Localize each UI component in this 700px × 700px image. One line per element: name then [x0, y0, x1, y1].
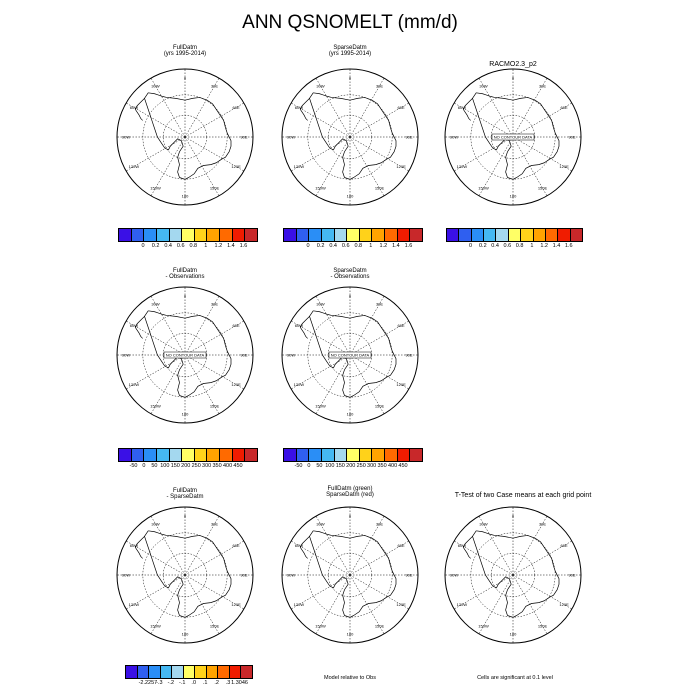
panel-title-line: FullDatm	[172, 45, 197, 51]
lon-label-150w: 150W	[315, 185, 326, 191]
lon-label-60w: 60W	[129, 323, 139, 328]
lon-label-30e: 30E	[375, 521, 384, 527]
lon-label-150w: 150W	[150, 185, 161, 191]
colorbar-tick-label: 1.2	[214, 243, 223, 249]
colorbar-swatch	[534, 229, 546, 241]
colorbar-box	[125, 665, 253, 679]
lon-label-30e: 30E	[538, 83, 547, 89]
lon-label-60e: 60E	[397, 543, 405, 548]
lon-label-180: 180	[181, 411, 189, 417]
colorbar-swatch	[284, 229, 297, 241]
lon-label-30w: 30W	[479, 521, 488, 527]
lon-label-150w: 150W	[315, 623, 326, 629]
lon-label-30w: 30W	[151, 301, 160, 307]
colorbar-tick-label: 0.6	[176, 243, 185, 249]
lon-label-90e: 90E	[405, 572, 413, 578]
colorbar-swatch	[149, 666, 161, 678]
colorbar-swatch	[220, 449, 233, 461]
polar-map	[110, 500, 260, 650]
coastline	[310, 531, 396, 617]
lon-label-150e: 150E	[209, 623, 220, 629]
colorbar-swatch	[335, 229, 348, 241]
colorbar-swatch	[182, 449, 195, 461]
colorbar-swatch	[245, 449, 257, 461]
lon-label-180: 180	[181, 193, 189, 199]
no-contour-label: NO CONTOUR DATA	[493, 134, 533, 140]
lon-label-60e: 60E	[397, 323, 405, 328]
lon-label-30w: 30W	[316, 83, 325, 89]
colorbar-swatch	[218, 666, 230, 678]
lon-label-90e: 90E	[568, 134, 576, 140]
colorbar-swatch	[571, 229, 582, 241]
colorbar-swatch	[233, 449, 246, 461]
colorbar-swatch	[410, 449, 422, 461]
polar-map	[438, 62, 588, 212]
lon-label-30e: 30E	[210, 521, 219, 527]
colorbar-swatch	[347, 449, 360, 461]
colorbar-box	[283, 228, 423, 242]
lon-label-60e: 60E	[560, 105, 568, 110]
panel-title	[255, 268, 445, 280]
lon-label-30e: 30E	[210, 83, 219, 89]
colorbar-swatch	[172, 666, 184, 678]
lon-label-90w: 90W	[121, 572, 131, 578]
lon-label-120e: 120E	[231, 382, 241, 387]
colorbar-swatch	[207, 666, 219, 678]
lon-label-30w: 30W	[316, 521, 325, 527]
colorbar-swatch	[207, 449, 220, 461]
panel-title	[90, 268, 280, 280]
colorbar-tick-label: .2	[214, 680, 219, 686]
colorbar-tick-label: 250	[191, 463, 201, 469]
lon-label-30e: 30E	[375, 83, 384, 89]
colorbar-swatch	[157, 229, 170, 241]
lon-label-60w: 60W	[294, 543, 304, 548]
lon-label-150e: 150E	[209, 403, 220, 409]
colorbar-full-minus-sparse	[125, 665, 251, 686]
lon-label-180: 180	[346, 411, 354, 417]
lon-label-0: 0	[183, 75, 187, 81]
colorbar-fulldatm	[118, 228, 256, 249]
lon-label-180: 180	[346, 193, 354, 199]
colorbar-tick-label: 0.2	[316, 243, 325, 249]
lon-label-120e: 120E	[396, 164, 406, 169]
lon-label-120e: 120E	[396, 602, 406, 607]
colorbar-tick-label: 0	[142, 463, 146, 469]
colorbar-swatch	[322, 229, 335, 241]
colorbar-tick-label: 1	[530, 243, 534, 249]
colorbar-swatch	[322, 449, 335, 461]
colorbar-box	[118, 228, 258, 242]
lon-label-30w: 30W	[151, 521, 160, 527]
colorbar-tick-label: 0.6	[341, 243, 350, 249]
colorbar-tick-label: -2.2257	[138, 680, 158, 686]
colorbar-tick-label: 1.6	[564, 243, 573, 249]
lon-label-90e: 90E	[240, 352, 248, 358]
coastline	[145, 93, 231, 179]
page-title: ANN QSNOMELT (mm/d)	[242, 12, 458, 33]
panel-title-line: SparseDatm	[333, 268, 367, 274]
colorbar-tick-label: 450	[233, 463, 243, 469]
colorbar-full-minus-obs	[118, 448, 256, 469]
lon-label-120w: 120W	[128, 382, 140, 387]
lon-label-0: 0	[511, 75, 515, 81]
panel-title-line: SparseDatm	[333, 45, 367, 51]
colorbar-tick-label: 1.4	[227, 243, 235, 249]
panel-title-line: - Observations	[330, 274, 370, 280]
panel-title-line: FullDatm (green)	[327, 486, 373, 492]
panel-title-line: SparseDatm (red)	[326, 492, 374, 498]
lon-label-0: 0	[348, 513, 352, 519]
lon-label-90e: 90E	[240, 572, 248, 578]
colorbar-tick-label: 1.4	[392, 243, 400, 249]
colorbar-sparsedatm	[283, 228, 421, 249]
lon-label-90w: 90W	[286, 352, 296, 358]
colorbar-swatch	[472, 229, 484, 241]
panel-title-line: (yrs 1995-2014)	[163, 51, 207, 57]
lon-label-90w: 90W	[121, 352, 131, 358]
colorbar-swatch	[297, 229, 310, 241]
lon-label-90w: 90W	[286, 134, 296, 140]
colorbar-swatch	[521, 229, 533, 241]
lon-label-150e: 150E	[209, 185, 220, 191]
lon-label-90e: 90E	[405, 134, 413, 140]
colorbar-swatch	[161, 666, 173, 678]
colorbar-swatch	[284, 449, 297, 461]
colorbar-box	[446, 228, 583, 242]
colorbar-tick-label: 300	[367, 463, 377, 469]
coastline	[310, 93, 396, 179]
colorbar-tick-label: 0.4	[491, 243, 499, 249]
lon-label-60e: 60E	[560, 543, 568, 548]
panel-title-line: RACMO2.3_p2	[489, 61, 537, 68]
lon-label-150w: 150W	[150, 623, 161, 629]
colorbar-tick-label: 0.8	[189, 243, 198, 249]
lon-label-180: 180	[509, 193, 517, 199]
panel-title-line: - Observations	[165, 274, 205, 280]
colorbar-tick-label: 1	[204, 243, 208, 249]
colorbar-swatch	[372, 229, 385, 241]
lon-label-60e: 60E	[232, 105, 240, 110]
panel-title	[428, 493, 618, 499]
lon-label-60e: 60E	[397, 105, 405, 110]
panel-title	[90, 45, 280, 57]
lon-label-60e: 60E	[232, 543, 240, 548]
colorbar-swatch	[138, 666, 150, 678]
colorbar-tick-label: 1.2	[379, 243, 388, 249]
no-contour-label: NO CONTOUR DATA	[165, 352, 205, 358]
no-contour-label: NO CONTOUR DATA	[330, 352, 370, 358]
colorbar-swatch	[496, 229, 508, 241]
colorbar-tick-label: 350	[212, 463, 222, 469]
colorbar-tick-label: 350	[377, 463, 387, 469]
panel-title	[90, 488, 280, 500]
polar-map	[438, 500, 588, 650]
colorbar-box	[283, 448, 423, 462]
colorbar-tick-label: 50	[316, 463, 323, 469]
colorbar-swatch	[546, 229, 558, 241]
lon-label-30e: 30E	[538, 521, 547, 527]
panel-title-line: (yrs 1995-2014)	[328, 51, 372, 57]
model-relative-note: Model relative to Obs	[324, 675, 376, 681]
lon-label-120w: 120W	[128, 164, 140, 169]
colorbar-swatch	[132, 229, 145, 241]
lon-label-30w: 30W	[316, 301, 325, 307]
colorbar-tick-label: 1.2	[540, 243, 548, 249]
panel-title	[255, 45, 445, 57]
panel-title-line: T-Test of two Case means at each grid point	[454, 492, 592, 499]
colorbar-tick-label: 0.8	[515, 243, 524, 249]
colorbar-tick-label: 450	[398, 463, 408, 469]
colorbar-tick-label: 0.4	[164, 243, 172, 249]
lon-label-150w: 150W	[478, 623, 489, 629]
colorbar-swatch	[309, 229, 322, 241]
lon-label-150e: 150E	[374, 403, 385, 409]
colorbar-tick-label: .0	[191, 680, 197, 686]
colorbar-tick-label: 150	[170, 463, 180, 469]
lon-label-90e: 90E	[568, 572, 576, 578]
lon-label-180: 180	[181, 631, 189, 637]
colorbar-tick-label: 1.4	[552, 243, 561, 249]
lon-label-180: 180	[346, 631, 354, 637]
polar-map	[110, 62, 260, 212]
colorbar-swatch	[132, 449, 145, 461]
panel-title-line: FullDatm	[172, 488, 197, 494]
panel-title-line: FullDatm	[172, 268, 197, 274]
lon-label-30e: 30E	[210, 301, 219, 307]
colorbar-swatch	[233, 229, 246, 241]
colorbar-tick-label: 1.3046	[231, 680, 248, 686]
colorbar-swatch	[126, 666, 138, 678]
colorbar-swatch	[144, 229, 157, 241]
colorbar-swatch	[410, 229, 422, 241]
colorbar-tick-label: 150	[335, 463, 345, 469]
colorbar-tick-label: -50	[294, 463, 303, 469]
lon-label-60w: 60W	[294, 323, 304, 328]
colorbar-tick-label: -.2	[167, 680, 175, 686]
colorbar-tick-label: -.3	[156, 680, 163, 686]
colorbar-sparse-minus-obs	[283, 448, 421, 469]
colorbar-swatch	[195, 449, 208, 461]
colorbar-swatch	[385, 229, 398, 241]
colorbar-tick-label: 400	[222, 463, 233, 469]
lon-label-60e: 60E	[232, 323, 240, 328]
colorbar-swatch	[182, 229, 195, 241]
lon-label-60w: 60W	[294, 105, 304, 110]
colorbar-swatch	[558, 229, 570, 241]
colorbar-swatch	[484, 229, 496, 241]
coastline	[145, 531, 231, 617]
colorbar-swatch	[335, 449, 348, 461]
colorbar-swatch	[372, 449, 385, 461]
lon-label-150w: 150W	[478, 185, 489, 191]
colorbar-tick-label: 0.2	[478, 243, 487, 249]
colorbar-tick-label: -.1	[179, 680, 186, 686]
lon-label-120e: 120E	[231, 602, 241, 607]
colorbar-box	[118, 448, 258, 462]
colorbar-swatch	[195, 229, 208, 241]
lon-label-150w: 150W	[315, 403, 326, 409]
colorbar-tick-label: 400	[387, 463, 398, 469]
coastline	[473, 531, 559, 617]
colorbar-swatch	[385, 449, 398, 461]
lon-label-30e: 30E	[375, 301, 384, 307]
colorbar-tick-label: 0.4	[329, 243, 337, 249]
lon-label-30w: 30W	[479, 83, 488, 89]
colorbar-swatch	[241, 666, 252, 678]
colorbar-swatch	[119, 449, 132, 461]
lon-label-90e: 90E	[405, 352, 413, 358]
colorbar-swatch	[157, 449, 170, 461]
lon-label-0: 0	[183, 293, 187, 299]
colorbar-swatch	[170, 449, 183, 461]
lon-label-150e: 150E	[374, 185, 385, 191]
lon-label-120w: 120W	[293, 382, 305, 387]
lon-label-90w: 90W	[121, 134, 131, 140]
colorbar-tick-label: 0	[307, 463, 311, 469]
lon-label-150e: 150E	[537, 185, 548, 191]
colorbar-swatch	[360, 229, 373, 241]
colorbar-swatch	[360, 449, 373, 461]
colorbar-tick-label: .3	[225, 680, 231, 686]
colorbar-tick-label: -50	[129, 463, 138, 469]
colorbar-swatch	[170, 229, 183, 241]
lon-label-120e: 120E	[559, 602, 569, 607]
colorbar-tick-label: 0	[141, 243, 145, 249]
lon-label-30w: 30W	[151, 83, 160, 89]
lon-label-120e: 120E	[559, 164, 569, 169]
lon-label-0: 0	[348, 75, 352, 81]
colorbar-tick-label: 1.6	[239, 243, 248, 249]
colorbar-swatch	[297, 449, 310, 461]
colorbar-tick-label: 200	[181, 463, 191, 469]
lon-label-60w: 60W	[129, 105, 139, 110]
lon-label-0: 0	[511, 513, 515, 519]
lon-label-0: 0	[183, 513, 187, 519]
colorbar-tick-label: 100	[160, 463, 170, 469]
colorbar-tick-label: 1	[369, 243, 373, 249]
colorbar-swatch	[245, 229, 257, 241]
polar-map	[110, 280, 260, 430]
lon-label-120w: 120W	[456, 164, 468, 169]
lon-label-60w: 60W	[457, 543, 467, 548]
lon-label-0: 0	[348, 293, 352, 299]
lon-label-120e: 120E	[231, 164, 241, 169]
colorbar-swatch	[144, 449, 157, 461]
colorbar-racmo	[446, 228, 581, 249]
colorbar-tick-label: 0.2	[151, 243, 160, 249]
significance-note: Cells are significant at 0.1 level	[477, 675, 553, 681]
panel-title-line: - SparseDatm	[166, 494, 204, 500]
lon-label-90w: 90W	[449, 134, 459, 140]
colorbar-swatch	[230, 666, 242, 678]
colorbar-swatch	[447, 229, 459, 241]
panel-title	[255, 486, 445, 498]
lon-label-120e: 120E	[396, 382, 406, 387]
colorbar-tick-label: 0	[469, 243, 473, 249]
lon-label-120w: 120W	[456, 602, 468, 607]
colorbar-tick-label: 0.6	[503, 243, 512, 249]
lon-label-120w: 120W	[128, 602, 140, 607]
lon-label-180: 180	[509, 631, 517, 637]
lon-label-150e: 150E	[537, 623, 548, 629]
colorbar-swatch	[220, 229, 233, 241]
colorbar-swatch	[119, 229, 132, 241]
colorbar-tick-label: .1	[202, 680, 208, 686]
lon-label-90w: 90W	[286, 572, 296, 578]
lon-label-90w: 90W	[449, 572, 459, 578]
colorbar-tick-label: 300	[202, 463, 212, 469]
colorbar-tick-label: 0.8	[354, 243, 363, 249]
lon-label-150e: 150E	[374, 623, 385, 629]
colorbar-tick-label: 100	[325, 463, 335, 469]
colorbar-tick-label: 1.6	[404, 243, 413, 249]
colorbar-tick-label: 0	[306, 243, 310, 249]
colorbar-swatch	[398, 449, 411, 461]
colorbar-tick-label: 200	[346, 463, 356, 469]
colorbar-swatch	[207, 229, 220, 241]
lon-label-120w: 120W	[293, 602, 305, 607]
colorbar-swatch	[195, 666, 207, 678]
polar-map	[275, 280, 425, 430]
colorbar-swatch	[509, 229, 521, 241]
lon-label-60w: 60W	[457, 105, 467, 110]
colorbar-swatch	[398, 229, 411, 241]
colorbar-tick-label: 250	[356, 463, 366, 469]
colorbar-swatch	[309, 449, 322, 461]
colorbar-swatch	[459, 229, 471, 241]
colorbar-tick-label: 50	[151, 463, 158, 469]
lon-label-150w: 150W	[150, 403, 161, 409]
lon-label-60w: 60W	[129, 543, 139, 548]
colorbar-swatch	[184, 666, 196, 678]
colorbar-swatch	[347, 229, 360, 241]
lon-label-120w: 120W	[293, 164, 305, 169]
polar-map	[275, 500, 425, 650]
lon-label-90e: 90E	[240, 134, 248, 140]
polar-map	[275, 62, 425, 212]
